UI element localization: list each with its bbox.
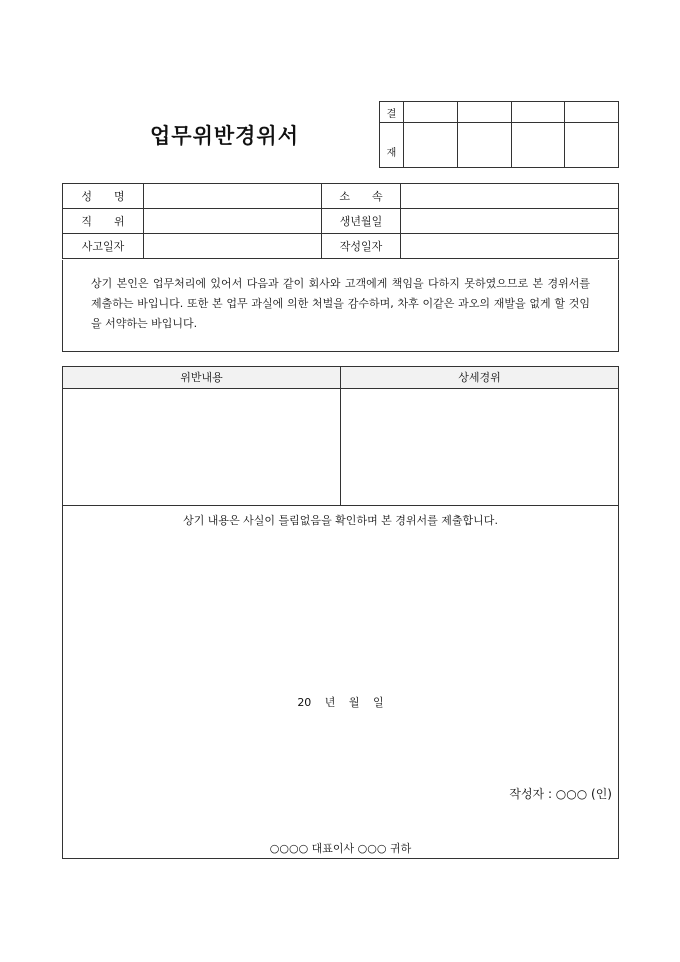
birthdate-label: 생년월일 — [322, 209, 401, 234]
position-field[interactable] — [144, 209, 322, 234]
approval-box — [379, 101, 619, 168]
approval-label-bottom: 재 — [380, 123, 404, 168]
section-divider — [63, 505, 618, 506]
detail-content-field[interactable] — [341, 389, 618, 505]
confirmation-text: 상기 내용은 사실이 틀림없음을 확인하며 본 경위서를 제출합니다. — [183, 514, 498, 527]
approval-sign-cell[interactable] — [511, 123, 565, 168]
birthdate-field[interactable] — [401, 209, 619, 234]
department-label: 소 속 — [322, 184, 401, 209]
recipient-line: ○○○○ 대표이사 ○○○ 귀하 — [269, 842, 412, 855]
position-label: 직 위 — [63, 209, 144, 234]
department-field[interactable] — [401, 184, 619, 209]
approval-sign-cell[interactable] — [404, 123, 458, 168]
name-field[interactable] — [144, 184, 322, 209]
name-label: 성 명 — [63, 184, 144, 209]
approval-header-cell — [457, 102, 511, 123]
approval-sign-cell[interactable] — [565, 123, 619, 168]
statement-box — [62, 260, 619, 352]
written-date-label: 작성일자 — [322, 234, 401, 259]
date-line: 20 년 월 일 — [297, 696, 384, 709]
approval-header-cell — [404, 102, 458, 123]
statement-text: 상기 본인은 업무처리에 있어서 다음과 같이 회사와 고객에게 책임을 다하지 못하였으므로 본 경위서를 제출하는 바입니다. 또한 본 업무 과실에 의한 처벌을 감수하며, 차후 이같은 과오의 재발을 없게 할 것임을 서약하는 바입니다. — [91, 277, 590, 330]
approval-sign-cell[interactable] — [457, 123, 511, 168]
approval-header-cell — [511, 102, 565, 123]
violation-content-field[interactable] — [63, 389, 340, 505]
info-table — [62, 183, 619, 259]
written-date-field[interactable] — [401, 234, 619, 259]
violation-header: 위반내용 — [63, 367, 340, 389]
detail-header: 상세경위 — [341, 367, 618, 389]
incident-date-field[interactable] — [144, 234, 322, 259]
document-title: 업무위반경위서 — [150, 124, 300, 148]
approval-header-cell — [565, 102, 619, 123]
approval-label-top: 결 — [380, 102, 404, 123]
incident-date-label: 사고일자 — [63, 234, 144, 259]
author-line: 작성자 : ○○○ (인) — [509, 787, 612, 801]
details-section — [62, 366, 619, 859]
